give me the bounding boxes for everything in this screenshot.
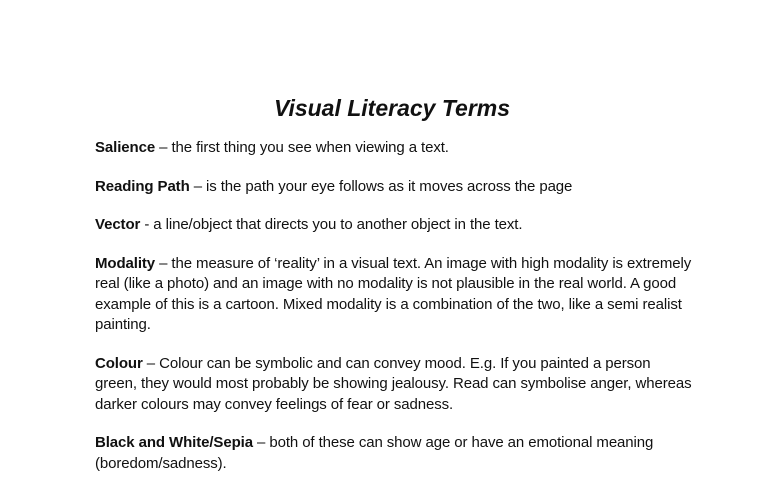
term-definition: – the first thing you see when viewing a text. xyxy=(155,139,449,156)
term-vector xyxy=(95,215,695,236)
term-name: Colour xyxy=(95,354,143,372)
term-definition: – the measure of ‘reality’ in a visual text. An image with high modality is extremely real (like a photo) and an image with no modality is not plausible in the real world. A good example of this is a cartoon. Mixed modality is a combination of the two, like a semi realist painting. xyxy=(95,254,692,333)
term-name: Modality xyxy=(95,254,156,272)
term-modality xyxy=(95,254,695,336)
term-name: Vector xyxy=(95,216,141,233)
term-black-and-white-sepia xyxy=(95,433,695,474)
term-reading-path xyxy=(95,177,695,198)
document-title: Visual Literacy Terms xyxy=(273,95,511,121)
term-definition: – Colour can be symbolic and can convey mood. E.g. If you painted a person green, they would most probably be showing jealousy. Read can symbolise anger, whereas darker colours may convey feelings of fear or sadness. xyxy=(95,354,692,413)
term-colour xyxy=(95,354,695,416)
term-definition: - a line/object that directs you to another object in the text. xyxy=(140,216,523,233)
term-definition: – both of these can show age or have an emotional meaning (boredom/sadness). xyxy=(95,434,654,472)
term-definition: – is the path your eye follows as it moves across the page xyxy=(189,177,573,195)
terms-list xyxy=(95,138,695,492)
term-name: Black and White/Sepia xyxy=(95,434,253,451)
term-salience xyxy=(95,138,695,159)
term-name: Reading Path xyxy=(95,177,190,195)
term-name: Salience xyxy=(95,139,156,156)
